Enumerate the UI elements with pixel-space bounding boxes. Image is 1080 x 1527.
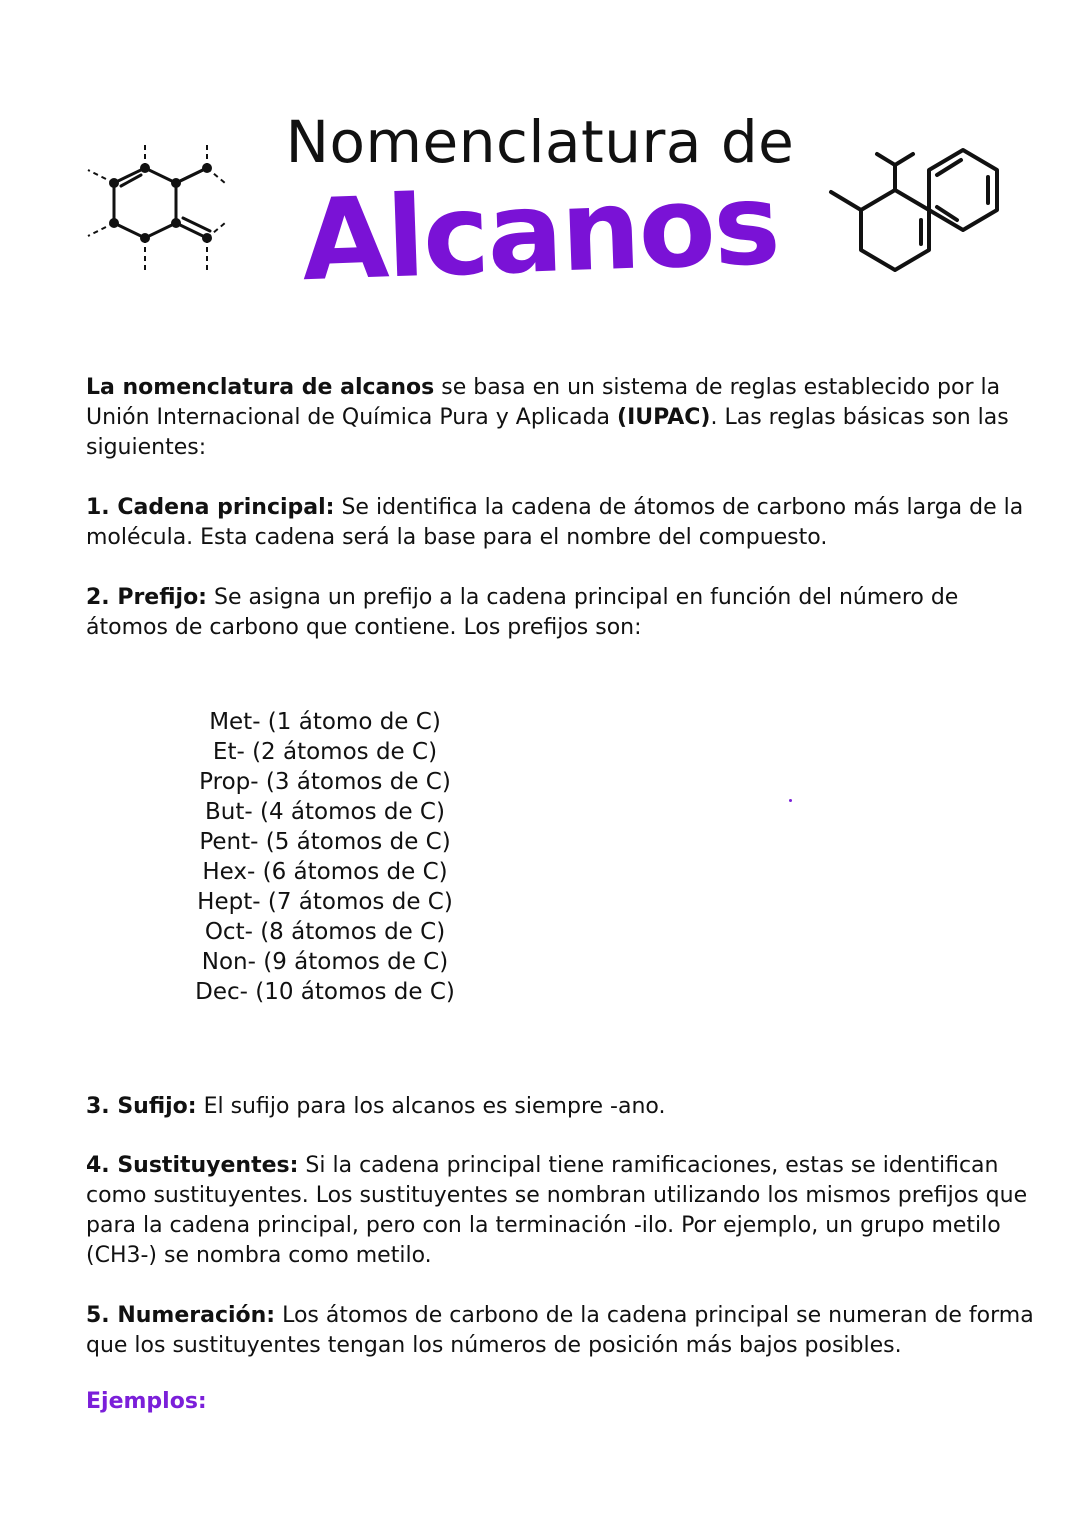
rule-text: El sufijo para los alcanos es siempre -ano. <box>196 1094 666 1119</box>
prefix-item: Pent- (5 átomos de C) <box>199 829 451 855</box>
rule-1 <box>86 493 1036 553</box>
rule-label: 2. Prefijo: <box>86 585 207 610</box>
title-line-2: Alcanos <box>299 159 781 307</box>
prefix-item: Et- (2 átomos de C) <box>212 739 438 765</box>
rule-text: Los átomos de carbono de la cadena principal se numeran de forma que los sustituyentes tengan los números de posición más bajos posibles. <box>86 1303 1034 1358</box>
stray-dot <box>789 799 792 802</box>
prefix-item: Dec- (10 átomos de C) <box>195 979 455 1005</box>
intro-text-1: se basa en un sistema de reglas establecido por la Unión Internacional de Química Pura y Aplicada <box>86 375 1001 430</box>
right-molecule-icon <box>825 140 1015 280</box>
prefix-item: Hept- (7 átomos de C) <box>197 889 453 915</box>
examples-heading: Ejemplos: <box>86 1389 207 1414</box>
rule-text: Si la cadena principal tiene ramificaciones, estas se identifican como sustituyentes. Los sustituyentes se nombran utilizando los mismos prefijos que para la cadena principal, pero con la terminación -ilo. Por ejemplo, un grupo metilo (CH3-) se nombra como metilo. <box>86 1153 1028 1268</box>
rule-text: Se identifica la cadena de átomos de carbono más larga de la molécula. Esta cadena será la base para el nombre del compuesto. <box>86 495 1024 550</box>
prefix-list <box>150 707 500 1007</box>
prefix-item: Hex- (6 átomos de C) <box>202 859 448 885</box>
prefix-item: Oct- (8 átomos de C) <box>204 919 446 945</box>
rule-label: 3. Sufijo: <box>86 1094 197 1119</box>
prefix-item: But- (4 átomos de C) <box>205 799 445 825</box>
intro-paragraph <box>86 373 1036 463</box>
prefix-item: Met- (1 átomo de C) <box>209 709 441 735</box>
intro-bold: La nomenclatura de alcanos <box>86 375 435 400</box>
rule-5 <box>86 1301 1036 1361</box>
rule-2 <box>86 583 1036 643</box>
intro-text-2: . Las reglas básicas son las siguientes: <box>86 405 1009 460</box>
rule-4 <box>86 1151 1036 1271</box>
rule-label: 5. Numeración: <box>86 1303 276 1328</box>
rule-text: Se asigna un prefijo a la cadena principal en función del número de átomos de carbono que contiene. Los prefijos son: <box>86 585 959 640</box>
intro-bold-2: (IUPAC) <box>617 405 711 430</box>
rule-label: 4. Sustituyentes: <box>86 1153 299 1178</box>
prefix-item: Non- (9 átomos de C) <box>201 949 449 975</box>
prefix-item: Prop- (3 átomos de C) <box>199 769 451 795</box>
title-line-1: Nomenclatura de <box>285 108 795 176</box>
rule-3 <box>86 1092 1036 1122</box>
rule-label: 1. Cadena principal: <box>86 495 335 520</box>
